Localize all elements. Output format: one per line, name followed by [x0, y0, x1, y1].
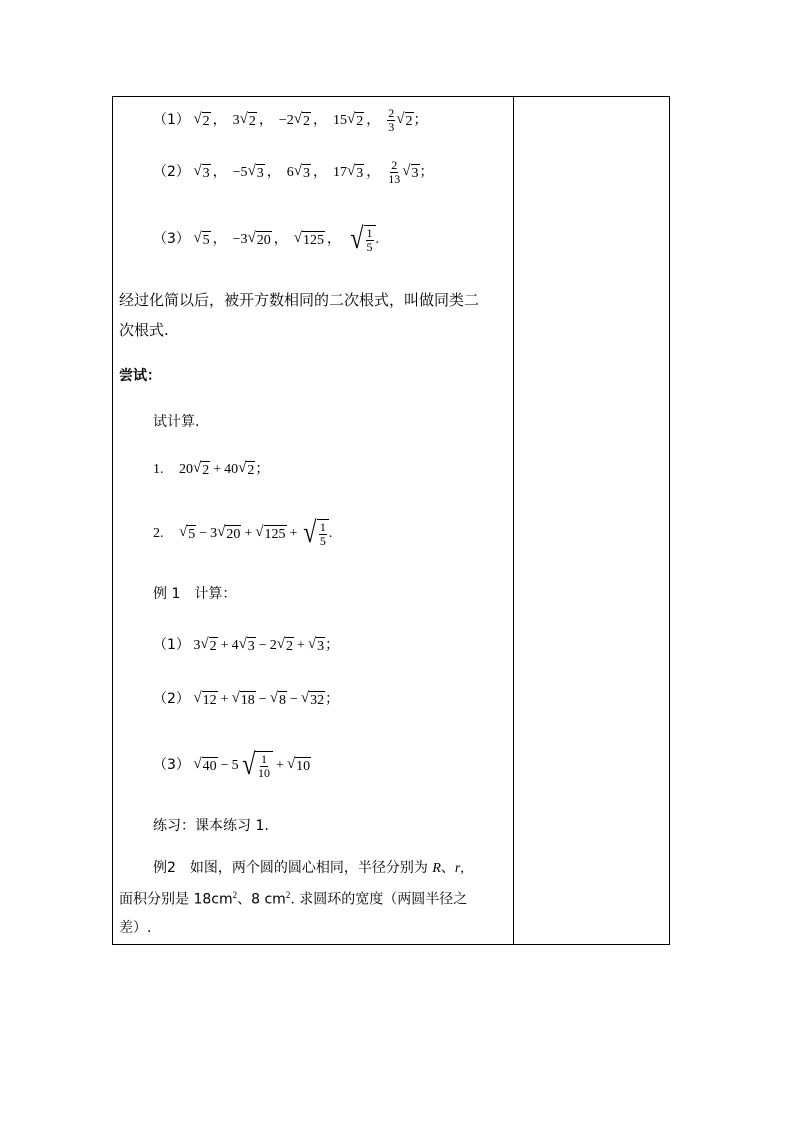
- list-row-3: [153, 222, 379, 255]
- row-label: （2）: [153, 163, 190, 180]
- example-1-heading: 例 1 计算：: [153, 586, 237, 602]
- definition-line-2: 次根式.: [119, 321, 169, 339]
- radical-list: √ 3 ， −5 √ 3 ， 6 √ 3 ， 17 √ 3 ， $\frac{2}{13}$ √ 3 ；: [193, 158, 434, 187]
- worksheet-table: [112, 96, 670, 945]
- column-divider: [513, 97, 514, 944]
- try-heading: 尝试：: [119, 368, 161, 384]
- definition-line-1: 经过化简以后，被开方数相同的二次根式，叫做同类二: [119, 291, 480, 309]
- list-row-2: [153, 159, 434, 186]
- example-2-line-3: 差）.: [119, 920, 152, 936]
- row-label: （1）: [153, 111, 190, 128]
- sqrt-2: √ 2: [193, 110, 210, 129]
- radical-list: √ 5 ， −3 √ 20 ， √ 125 ， √ $\frac{1}{5}$ .: [193, 222, 379, 255]
- try-instruction: 试计算.: [153, 414, 200, 430]
- example-1-item-2: （2） √ 12 + √ 18 − √ 8 − √ 32 ；: [153, 690, 340, 708]
- example-2-line-2: 面积分别是 $18cm^2$、8 $cm^2$. 求圆环的宽度（两圆半径之: [119, 890, 468, 908]
- row-label: （3）: [153, 230, 190, 247]
- example-1-item-1: （1） 3 √ 2 + 4 √ 3 − 2 √ 2 + √ 3 ；: [153, 636, 340, 654]
- try-problem-2: 2. √ 5 − 3 √ 20 + √ 125 + √ $\frac{1}{5}$ .: [153, 516, 333, 549]
- practice-line: 练习：课本练习 1.: [153, 818, 269, 834]
- list-row-1: [153, 107, 428, 134]
- try-problem-1: 1. 20 √ 2 + 40 √ 2 ；: [153, 460, 270, 478]
- radical-list: √ 2 ， 3 √ 2 ， −2 √ 2 ， 15 √ 2 ， $\frac{2}{3}$ √ 2 ；: [193, 106, 428, 135]
- example-1-item-3: （3） √ 40 − 5 √ $\frac{1}{10}$ + √ 10: [153, 748, 311, 781]
- example-2-line-1: 例2 如图，两个圆的圆心相同，半径分别为 R、r,: [153, 860, 464, 876]
